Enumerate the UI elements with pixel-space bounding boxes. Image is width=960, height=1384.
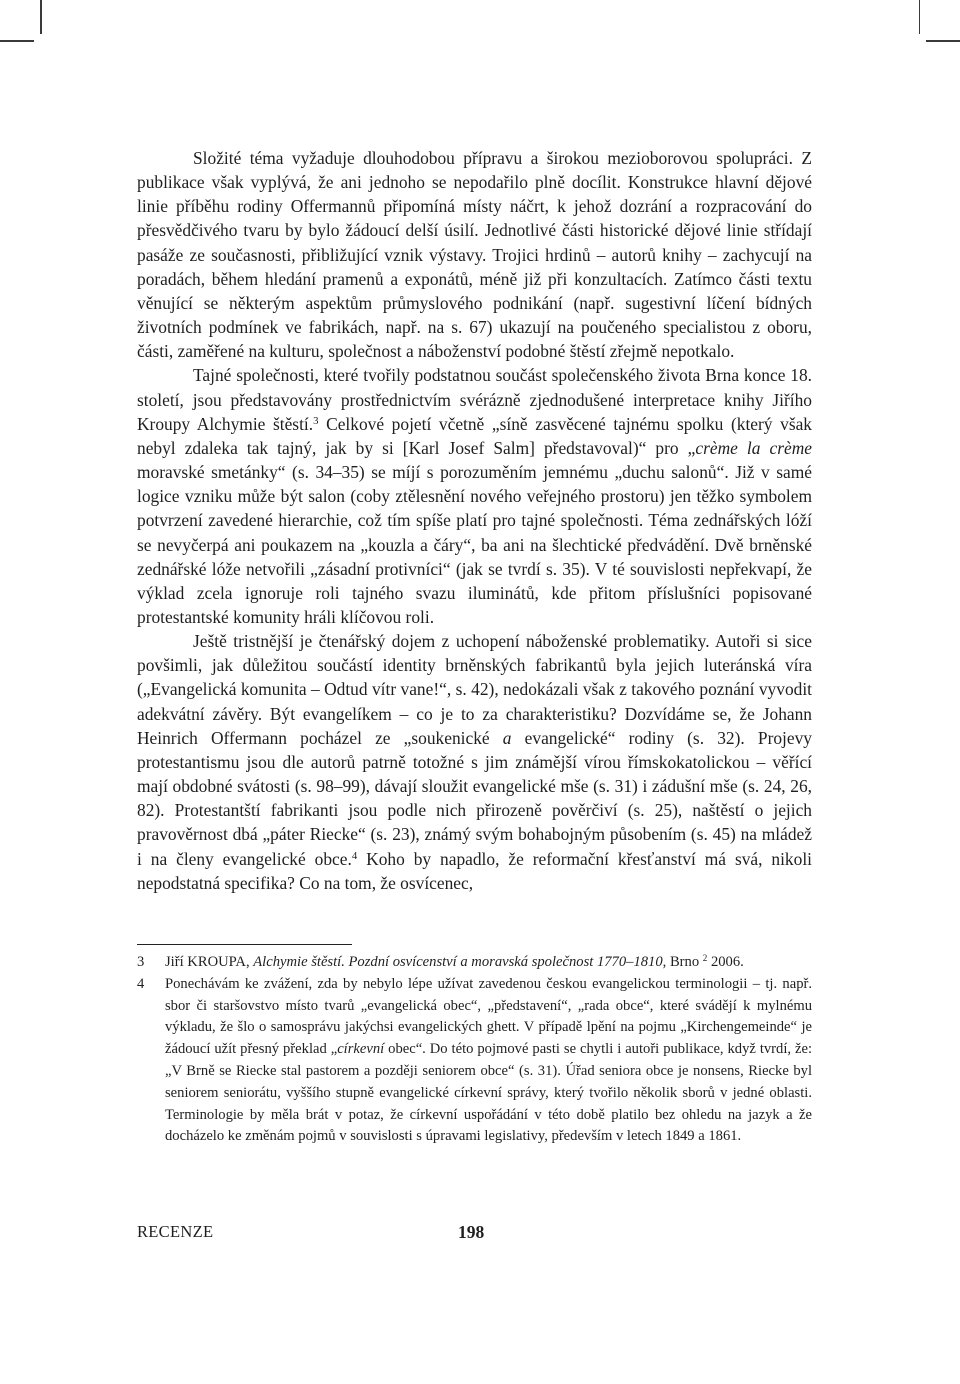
footnote-text: Ponechávám ke zvážení, zda by nebylo lépe užívat zavedenou českou evangelickou terminologii – tj. např. sbor či staršovstvo místo tvarů „evangelická obec“, „představení“, „rada obce“, které svádějí k mylnému výkladu, že šlo o samosprávu jakýchsi evangelických ghett. V případě lpění na pojmu „Kirchengemeinde“ je žádoucí užít přesný překlad „církevní obec“. Do této pojmové pasti se chytli i autoři publikace, když tvrdí, že: „V Brně se Riecke stal pastorem a později seniorem obce“ (s. 31). Úřad seniora obce je nonsens, Riecke byl seniorem seniorátu, vyššího stupně evangelické církevní správy, který tvořilo několik sborů v jedné oblasti. Terminologie by měla brát v potaz, že církevní uspořádání v této době platilo bez ohledu na jazyk a že docházelo ke změnám pojmů v souvislosti s úpravami legislativy, především v letech 1849 a 1861. [165, 975, 812, 1145]
footnote-reference: 4 [351, 849, 358, 862]
footnote-text: Jiří KROUPA, Alchymie štěstí. Pozdní osvícenství a moravská společnost 1770–1810, Brno $^2$ 2006. [165, 953, 744, 970]
footnote [137, 974, 812, 1148]
paragraph: Složité téma vyžaduje dlouhodobou přípravu a širokou mezioborovou spolupráci. Z publikace však vyplývá, že ani jednoho se nepodařilo plně docílit. Konstrukce hlavní dějové linie příběhu rodiny Offermannů připomíná místy náčrt, k jehož dozrání a rozpracování do přesvědčivého tvaru by bylo žádoucí delší úsilí. Jednotlivé části historické dějové linie střídají pasáže ze současnosti, přibližující vznik výstavy. Trojici hrdinů – autorů knihy – zachycují na poradách, během hledání pramenů a exponátů, méně již při konzultacích. Zatímco části textu věnující se některým aspektům průmyslového podnikání (např. sugestivní líčení bídných životních podmínek ve fabrikách, např. na s. 67) ukazují na poučeného specialistou z oboru, části, zaměřené na kulturu, společnost a náboženství podobné štěstí zřejmě nepotkalo. [137, 148, 812, 362]
page-number: 198 [458, 1222, 485, 1242]
crop-mark [919, 0, 921, 34]
paragraph: Tajné společnosti, které tvořily podstatnou součást společenského života Brna konce 18. století, jsou představovány prostřednictvím svérázně zjednodušené interpretace knihy Jiřího Kroupy Alchymie štěstí.$^3$ Celkové pojetí včetně „síně zasvěcené tajnému spolku (který však nebyl zdaleka tak tajný, jak by si [Karl Josef Salm] představoval)“ pro „crème la crème moravské smetánky“ (s. 34–35) se míjí s porozuměním jemnému „duchu salonů“. Již v samé logice vzniku může být salon (coby ztělesnění nového veřejného prostoru) jen těžko symbolem potvrzení zavedené hierarchie, což tím spíše platí pro tajné společnosti. Téma zednářských lóží se nevyčerpá ani poukazem na „kouzla a čáry“, ba ani na šlechtické předvádění. Dvě brněnské zednářské lóže netvořili „zásadní protivníci“ (jak se tvrdí s. 35). V té souvislosti nepřekvapí, že výklad zcela ignoruje roli tajného svazu iluminátů, kde přitom příslušníci popisované protestantské komunity hráli klíčovou roli. [137, 365, 812, 627]
footnote [137, 952, 812, 974]
paragraph: Ještě tristnější je čtenářský dojem z uchopení náboženské problematiky. Autoři si sice povšimli, jak důležitou součástí identity brněnských fabrikantů byla jejich luteránská víra („Evangelická komunita – Odtud vítr vane!“, s. 42), nedokázali však z takového poznání vyvodit adekvátní závěry. Být evangelíkem – co je to za charakteristiku? Dozvídáme se, že Johann Heinrich Offermann pocházel ze „soukenické a evangelické“ rodiny (s. 32). Projevy protestantismu jsou dle autorů patrně totožné s jim známější vírou římskokatolickou – věřící mají obdobné svátosti (s. 98–99), dávají sloužit evangelické mše (s. 31) i zádušní mše (s. 24, 26, 82). Protestantští fabrikanti jsou podle nich přirozeně pověrčiví (s. 25), naštěstí o jejich pravověrnost dbá „páter Riecke“ (s. 23), známý svým bohabojným působením (s. 45) na mládež i na členy evangelické obce.$^4$ Koho by napadlo, že reformační křesťanství má svá, nikoli nepodstatná specifika? Co na tom, že osvícenec, [137, 631, 812, 893]
section-label: RECENZE [137, 1222, 214, 1241]
italic-phrase: crème la crème [695, 437, 812, 458]
crop-mark [40, 0, 42, 34]
footnote-reference: 3 [313, 414, 319, 427]
footnotes [137, 952, 812, 1148]
italic-phrase: a [502, 727, 512, 748]
footnote-number: 3 [137, 954, 145, 970]
crop-mark [0, 40, 34, 42]
crop-mark [926, 40, 960, 42]
main-text [137, 146, 812, 895]
footnote-divider [137, 944, 352, 945]
footnote-number: 4 [137, 975, 145, 992]
